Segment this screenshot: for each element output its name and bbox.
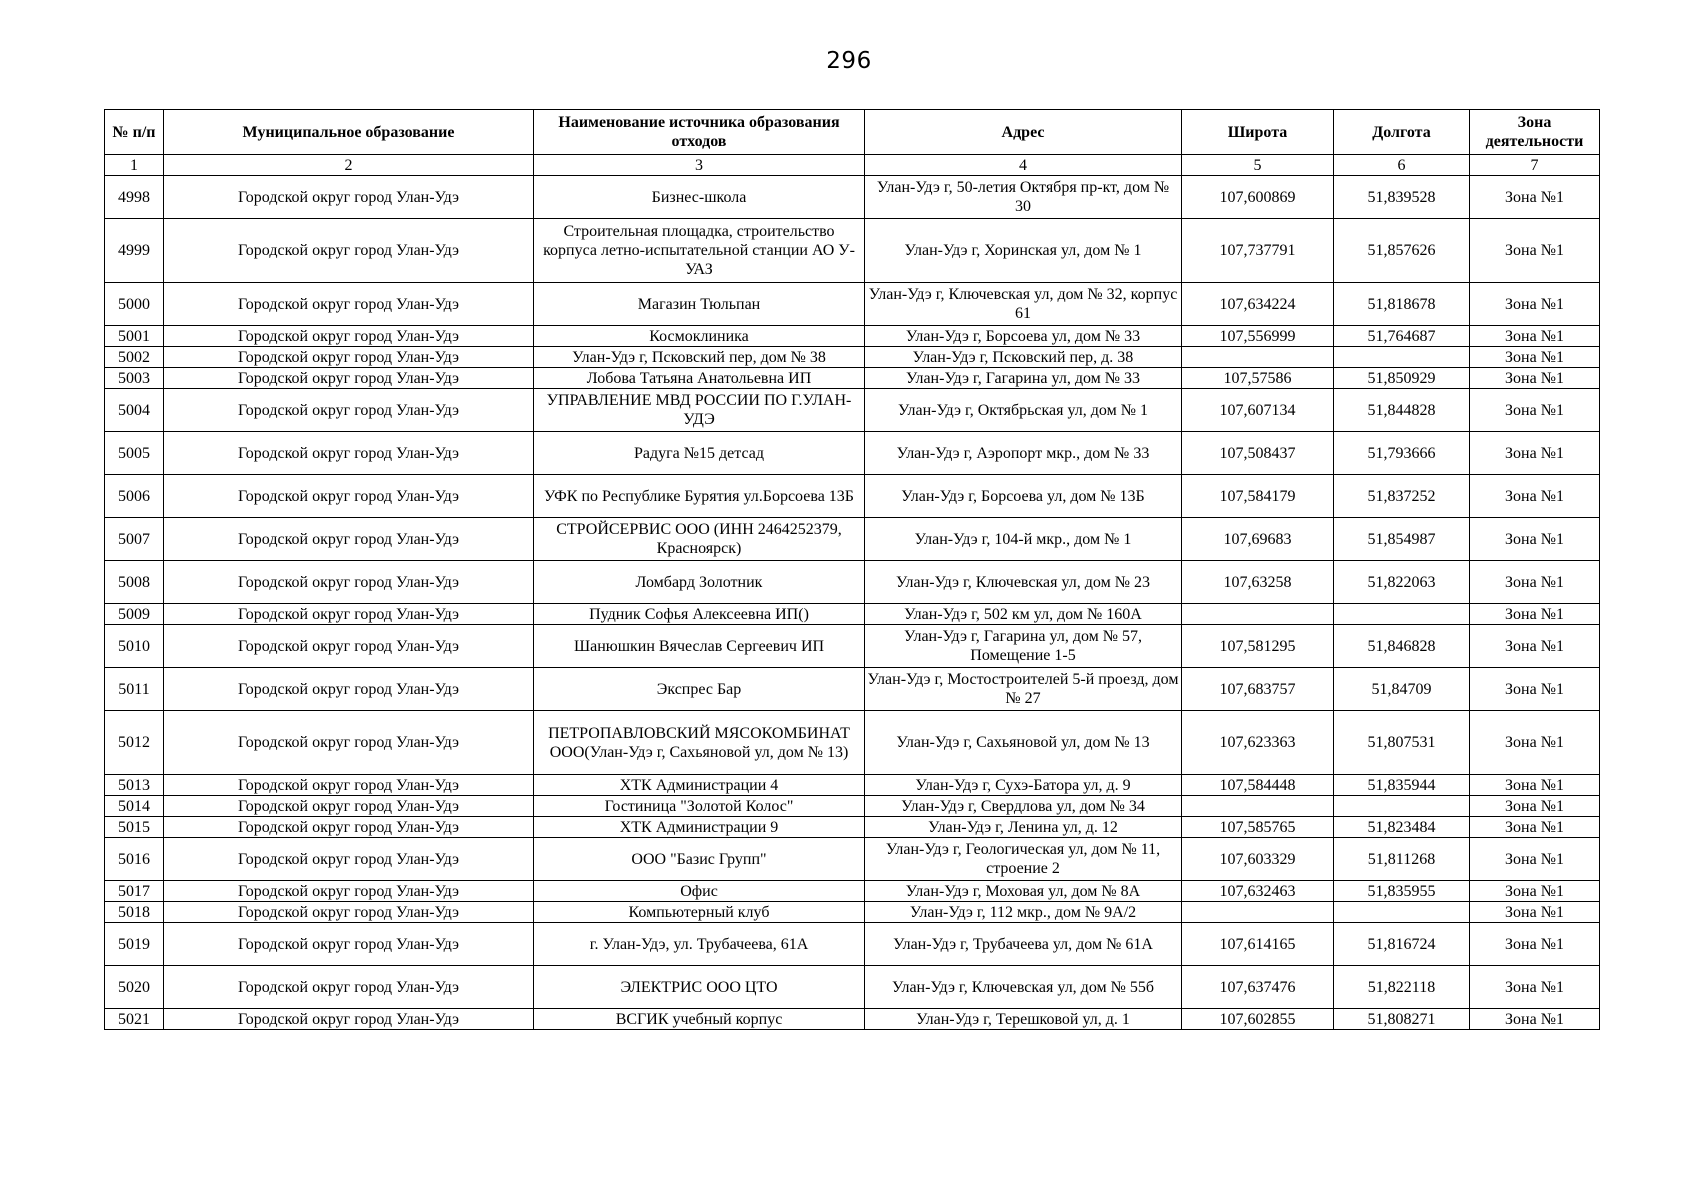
longitude-cell: 51,84709 (1334, 668, 1470, 711)
zone-cell: Зона №1 (1470, 561, 1600, 604)
longitude-cell (1334, 604, 1470, 625)
latitude-cell: 107,581295 (1182, 625, 1334, 668)
table-row (105, 817, 1600, 838)
page-number: 296 (826, 48, 872, 74)
latitude-cell: 107,637476 (1182, 966, 1334, 1009)
address-cell: Улан-Удэ г, Свердлова ул, дом № 34 (865, 796, 1182, 817)
zone-cell: Зона №1 (1470, 966, 1600, 1009)
latitude-cell: 107,69683 (1182, 518, 1334, 561)
table-row (105, 347, 1600, 368)
municipality-cell: Городской округ город Улан-Удэ (164, 881, 534, 902)
longitude-cell: 51,808271 (1334, 1009, 1470, 1030)
longitude-cell: 51,850929 (1334, 368, 1470, 389)
municipality-cell: Городской округ город Улан-Удэ (164, 475, 534, 518)
municipality-cell: Городской округ город Улан-Удэ (164, 1009, 534, 1030)
address-cell: Улан-Удэ г, Геологическая ул, дом № 11, строение 2 (865, 838, 1182, 881)
longitude-cell: 51,857626 (1334, 219, 1470, 283)
row-number: 5013 (105, 775, 164, 796)
table-row (105, 838, 1600, 881)
source-name-cell: Бизнес-школа (534, 176, 865, 219)
zone-cell: Зона №1 (1470, 475, 1600, 518)
municipality-cell: Городской округ город Улан-Удэ (164, 283, 534, 326)
column-index: 4 (865, 155, 1182, 176)
address-cell: Улан-Удэ г, Псковский пер, д. 38 (865, 347, 1182, 368)
table-row (105, 219, 1600, 283)
zone-cell: Зона №1 (1470, 389, 1600, 432)
zone-cell: Зона №1 (1470, 796, 1600, 817)
zone-cell: Зона №1 (1470, 326, 1600, 347)
header-municipality: Муниципальное образование (164, 110, 534, 155)
table-row (105, 326, 1600, 347)
source-name-cell: ООО "Базис Групп" (534, 838, 865, 881)
source-name-cell: УПРАВЛЕНИЕ МВД РОССИИ ПО Г.УЛАН-УДЭ (534, 389, 865, 432)
municipality-cell: Городской округ город Улан-Удэ (164, 561, 534, 604)
longitude-cell (1334, 796, 1470, 817)
column-index: 3 (534, 155, 865, 176)
source-name-cell: ПЕТРОПАВЛОВСКИЙ МЯСОКОМБИНАТ ООО(Улан-Удэ г, Сахьяновой ул, дом № 13) (534, 711, 865, 775)
row-number: 5007 (105, 518, 164, 561)
longitude-cell: 51,818678 (1334, 283, 1470, 326)
latitude-cell: 107,614165 (1182, 923, 1334, 966)
latitude-cell: 107,623363 (1182, 711, 1334, 775)
row-number: 5006 (105, 475, 164, 518)
row-number: 5016 (105, 838, 164, 881)
row-number: 4999 (105, 219, 164, 283)
latitude-cell: 107,584448 (1182, 775, 1334, 796)
address-cell: Улан-Удэ г, Хоринская ул, дом № 1 (865, 219, 1182, 283)
column-index-row (105, 155, 1600, 176)
address-cell: Улан-Удэ г, Борсоева ул, дом № 13Б (865, 475, 1182, 518)
municipality-cell: Городской округ город Улан-Удэ (164, 902, 534, 923)
latitude-cell: 107,683757 (1182, 668, 1334, 711)
address-cell: Улан-Удэ г, Ключевская ул, дом № 55б (865, 966, 1182, 1009)
source-name-cell: ВСГИК учебный корпус (534, 1009, 865, 1030)
source-name-cell: Пудник Софья Алексеевна ИП() (534, 604, 865, 625)
latitude-cell: 107,603329 (1182, 838, 1334, 881)
municipality-cell: Городской округ город Улан-Удэ (164, 625, 534, 668)
zone-cell: Зона №1 (1470, 432, 1600, 475)
table-row (105, 561, 1600, 604)
longitude-cell: 51,837252 (1334, 475, 1470, 518)
table-row (105, 604, 1600, 625)
table-row (105, 389, 1600, 432)
row-number: 5021 (105, 1009, 164, 1030)
source-name-cell: Космоклиника (534, 326, 865, 347)
table-row (105, 775, 1600, 796)
address-cell: Улан-Удэ г, Терешковой ул, д. 1 (865, 1009, 1182, 1030)
municipality-cell: Городской округ город Улан-Удэ (164, 347, 534, 368)
address-cell: Улан-Удэ г, Сухэ-Батора ул, д. 9 (865, 775, 1182, 796)
municipality-cell: Городской округ город Улан-Удэ (164, 796, 534, 817)
longitude-cell: 51,816724 (1334, 923, 1470, 966)
table-row (105, 368, 1600, 389)
source-name-cell: Шанюшкин Вячеслав Сергеевич ИП (534, 625, 865, 668)
municipality-cell: Городской округ город Улан-Удэ (164, 326, 534, 347)
row-number: 5019 (105, 923, 164, 966)
zone-cell: Зона №1 (1470, 668, 1600, 711)
row-number: 4998 (105, 176, 164, 219)
longitude-cell: 51,854987 (1334, 518, 1470, 561)
source-name-cell: Строительная площадка, строительство корпуса летно-испытательной станции АО У-УАЗ (534, 219, 865, 283)
source-name-cell: СТРОЙСЕРВИС ООО (ИНН 2464252379, Красноярск) (534, 518, 865, 561)
table-row (105, 518, 1600, 561)
latitude-cell (1182, 902, 1334, 923)
municipality-cell: Городской округ город Улан-Удэ (164, 518, 534, 561)
table-row (105, 966, 1600, 1009)
zone-cell: Зона №1 (1470, 817, 1600, 838)
latitude-cell: 107,607134 (1182, 389, 1334, 432)
table-row (105, 923, 1600, 966)
zone-cell: Зона №1 (1470, 625, 1600, 668)
column-index: 5 (1182, 155, 1334, 176)
zone-cell: Зона №1 (1470, 176, 1600, 219)
header-source-name: Наименование источника образования отходов (534, 110, 865, 155)
municipality-cell: Городской округ город Улан-Удэ (164, 176, 534, 219)
address-cell: Улан-Удэ г, Ключевская ул, дом № 32, корпус 61 (865, 283, 1182, 326)
row-number: 5003 (105, 368, 164, 389)
latitude-cell (1182, 796, 1334, 817)
row-number: 5017 (105, 881, 164, 902)
column-index: 7 (1470, 155, 1600, 176)
latitude-cell (1182, 347, 1334, 368)
latitude-cell: 107,508437 (1182, 432, 1334, 475)
latitude-cell: 107,556999 (1182, 326, 1334, 347)
header-longitude: Долгота (1334, 110, 1470, 155)
longitude-cell: 51,822118 (1334, 966, 1470, 1009)
municipality-cell: Городской округ город Улан-Удэ (164, 368, 534, 389)
zone-cell: Зона №1 (1470, 902, 1600, 923)
municipality-cell: Городской округ город Улан-Удэ (164, 923, 534, 966)
address-cell: Улан-Удэ г, 104-й мкр., дом № 1 (865, 518, 1182, 561)
address-cell: Улан-Удэ г, Мостостроителей 5-й проезд, дом № 27 (865, 668, 1182, 711)
zone-cell: Зона №1 (1470, 775, 1600, 796)
address-cell: Улан-Удэ г, Аэропорт мкр., дом № 33 (865, 432, 1182, 475)
row-number: 5014 (105, 796, 164, 817)
address-cell: Улан-Удэ г, Ленина ул, д. 12 (865, 817, 1182, 838)
source-name-cell: Гостиница "Золотой Колос" (534, 796, 865, 817)
column-index: 1 (105, 155, 164, 176)
row-number: 5000 (105, 283, 164, 326)
table-row (105, 475, 1600, 518)
zone-cell: Зона №1 (1470, 838, 1600, 881)
zone-cell: Зона №1 (1470, 219, 1600, 283)
latitude-cell: 107,585765 (1182, 817, 1334, 838)
waste-sources-table (104, 109, 1600, 1030)
latitude-cell: 107,602855 (1182, 1009, 1334, 1030)
row-number: 5005 (105, 432, 164, 475)
address-cell: Улан-Удэ г, Гагарина ул, дом № 33 (865, 368, 1182, 389)
longitude-cell (1334, 347, 1470, 368)
longitude-cell: 51,839528 (1334, 176, 1470, 219)
longitude-cell: 51,822063 (1334, 561, 1470, 604)
longitude-cell: 51,793666 (1334, 432, 1470, 475)
row-number: 5002 (105, 347, 164, 368)
row-number: 5018 (105, 902, 164, 923)
table-row (105, 283, 1600, 326)
municipality-cell: Городской округ город Улан-Удэ (164, 838, 534, 881)
source-name-cell: Экспрес Бар (534, 668, 865, 711)
table-body (105, 176, 1600, 1030)
column-index: 2 (164, 155, 534, 176)
municipality-cell: Городской округ город Улан-Удэ (164, 966, 534, 1009)
address-cell: Улан-Удэ г, Ключевская ул, дом № 23 (865, 561, 1182, 604)
table-row (105, 668, 1600, 711)
header-latitude: Широта (1182, 110, 1334, 155)
zone-cell: Зона №1 (1470, 711, 1600, 775)
municipality-cell: Городской округ город Улан-Удэ (164, 604, 534, 625)
source-name-cell: Радуга №15 детсад (534, 432, 865, 475)
row-number: 5009 (105, 604, 164, 625)
latitude-cell: 107,634224 (1182, 283, 1334, 326)
longitude-cell: 51,835944 (1334, 775, 1470, 796)
address-cell: Улан-Удэ г, Октябрьская ул, дом № 1 (865, 389, 1182, 432)
row-number: 5020 (105, 966, 164, 1009)
source-name-cell: Компьютерный клуб (534, 902, 865, 923)
latitude-cell: 107,600869 (1182, 176, 1334, 219)
address-cell: Улан-Удэ г, Сахьяновой ул, дом № 13 (865, 711, 1182, 775)
municipality-cell: Городской округ город Улан-Удэ (164, 711, 534, 775)
source-name-cell: Улан-Удэ г, Псковский пер, дом № 38 (534, 347, 865, 368)
zone-cell: Зона №1 (1470, 881, 1600, 902)
row-number: 5010 (105, 625, 164, 668)
table-row (105, 432, 1600, 475)
zone-cell: Зона №1 (1470, 518, 1600, 561)
longitude-cell: 51,807531 (1334, 711, 1470, 775)
zone-cell: Зона №1 (1470, 604, 1600, 625)
row-number: 5001 (105, 326, 164, 347)
source-name-cell: ХТК Администрации 9 (534, 817, 865, 838)
longitude-cell: 51,764687 (1334, 326, 1470, 347)
header-address: Адрес (865, 110, 1182, 155)
table-row (105, 1009, 1600, 1030)
row-number: 5012 (105, 711, 164, 775)
source-name-cell: ЭЛЕКТРИС ООО ЦТО (534, 966, 865, 1009)
municipality-cell: Городской округ город Улан-Удэ (164, 775, 534, 796)
zone-cell: Зона №1 (1470, 347, 1600, 368)
table-row (105, 902, 1600, 923)
longitude-cell: 51,844828 (1334, 389, 1470, 432)
latitude-cell: 107,584179 (1182, 475, 1334, 518)
source-name-cell: г. Улан-Удэ, ул. Трубачеева, 61А (534, 923, 865, 966)
longitude-cell (1334, 902, 1470, 923)
column-index: 6 (1334, 155, 1470, 176)
longitude-cell: 51,811268 (1334, 838, 1470, 881)
header-zone: Зона деятельности (1470, 110, 1600, 155)
source-name-cell: Лобова Татьяна Анатольевна ИП (534, 368, 865, 389)
row-number: 5008 (105, 561, 164, 604)
source-name-cell: ХТК Администрации 4 (534, 775, 865, 796)
address-cell: Улан-Удэ г, Моховая ул, дом № 8А (865, 881, 1182, 902)
latitude-cell: 107,737791 (1182, 219, 1334, 283)
address-cell: Улан-Удэ г, 112 мкр., дом № 9А/2 (865, 902, 1182, 923)
source-name-cell: Ломбард Золотник (534, 561, 865, 604)
row-number: 5015 (105, 817, 164, 838)
table-row (105, 176, 1600, 219)
latitude-cell: 107,63258 (1182, 561, 1334, 604)
header-row (105, 110, 1600, 155)
table-row (105, 796, 1600, 817)
table-row (105, 711, 1600, 775)
table-row (105, 625, 1600, 668)
source-name-cell: УФК по Республике Бурятия ул.Борсоева 13Б (534, 475, 865, 518)
source-name-cell: Магазин Тюльпан (534, 283, 865, 326)
zone-cell: Зона №1 (1470, 923, 1600, 966)
table-row (105, 881, 1600, 902)
municipality-cell: Городской округ город Улан-Удэ (164, 432, 534, 475)
latitude-cell: 107,632463 (1182, 881, 1334, 902)
longitude-cell: 51,823484 (1334, 817, 1470, 838)
latitude-cell (1182, 604, 1334, 625)
address-cell: Улан-Удэ г, Гагарина ул, дом № 57, Помещение 1-5 (865, 625, 1182, 668)
zone-cell: Зона №1 (1470, 1009, 1600, 1030)
row-number: 5011 (105, 668, 164, 711)
address-cell: Улан-Удэ г, 50-летия Октября пр-кт, дом № 30 (865, 176, 1182, 219)
address-cell: Улан-Удэ г, Трубачеева ул, дом № 61А (865, 923, 1182, 966)
row-number: 5004 (105, 389, 164, 432)
municipality-cell: Городской округ город Улан-Удэ (164, 389, 534, 432)
header-number: № п/п (105, 110, 164, 155)
longitude-cell: 51,835955 (1334, 881, 1470, 902)
municipality-cell: Городской округ город Улан-Удэ (164, 668, 534, 711)
address-cell: Улан-Удэ г, 502 км ул, дом № 160А (865, 604, 1182, 625)
zone-cell: Зона №1 (1470, 283, 1600, 326)
municipality-cell: Городской округ город Улан-Удэ (164, 817, 534, 838)
municipality-cell: Городской округ город Улан-Удэ (164, 219, 534, 283)
source-name-cell: Офис (534, 881, 865, 902)
address-cell: Улан-Удэ г, Борсоева ул, дом № 33 (865, 326, 1182, 347)
latitude-cell: 107,57586 (1182, 368, 1334, 389)
zone-cell: Зона №1 (1470, 368, 1600, 389)
longitude-cell: 51,846828 (1334, 625, 1470, 668)
